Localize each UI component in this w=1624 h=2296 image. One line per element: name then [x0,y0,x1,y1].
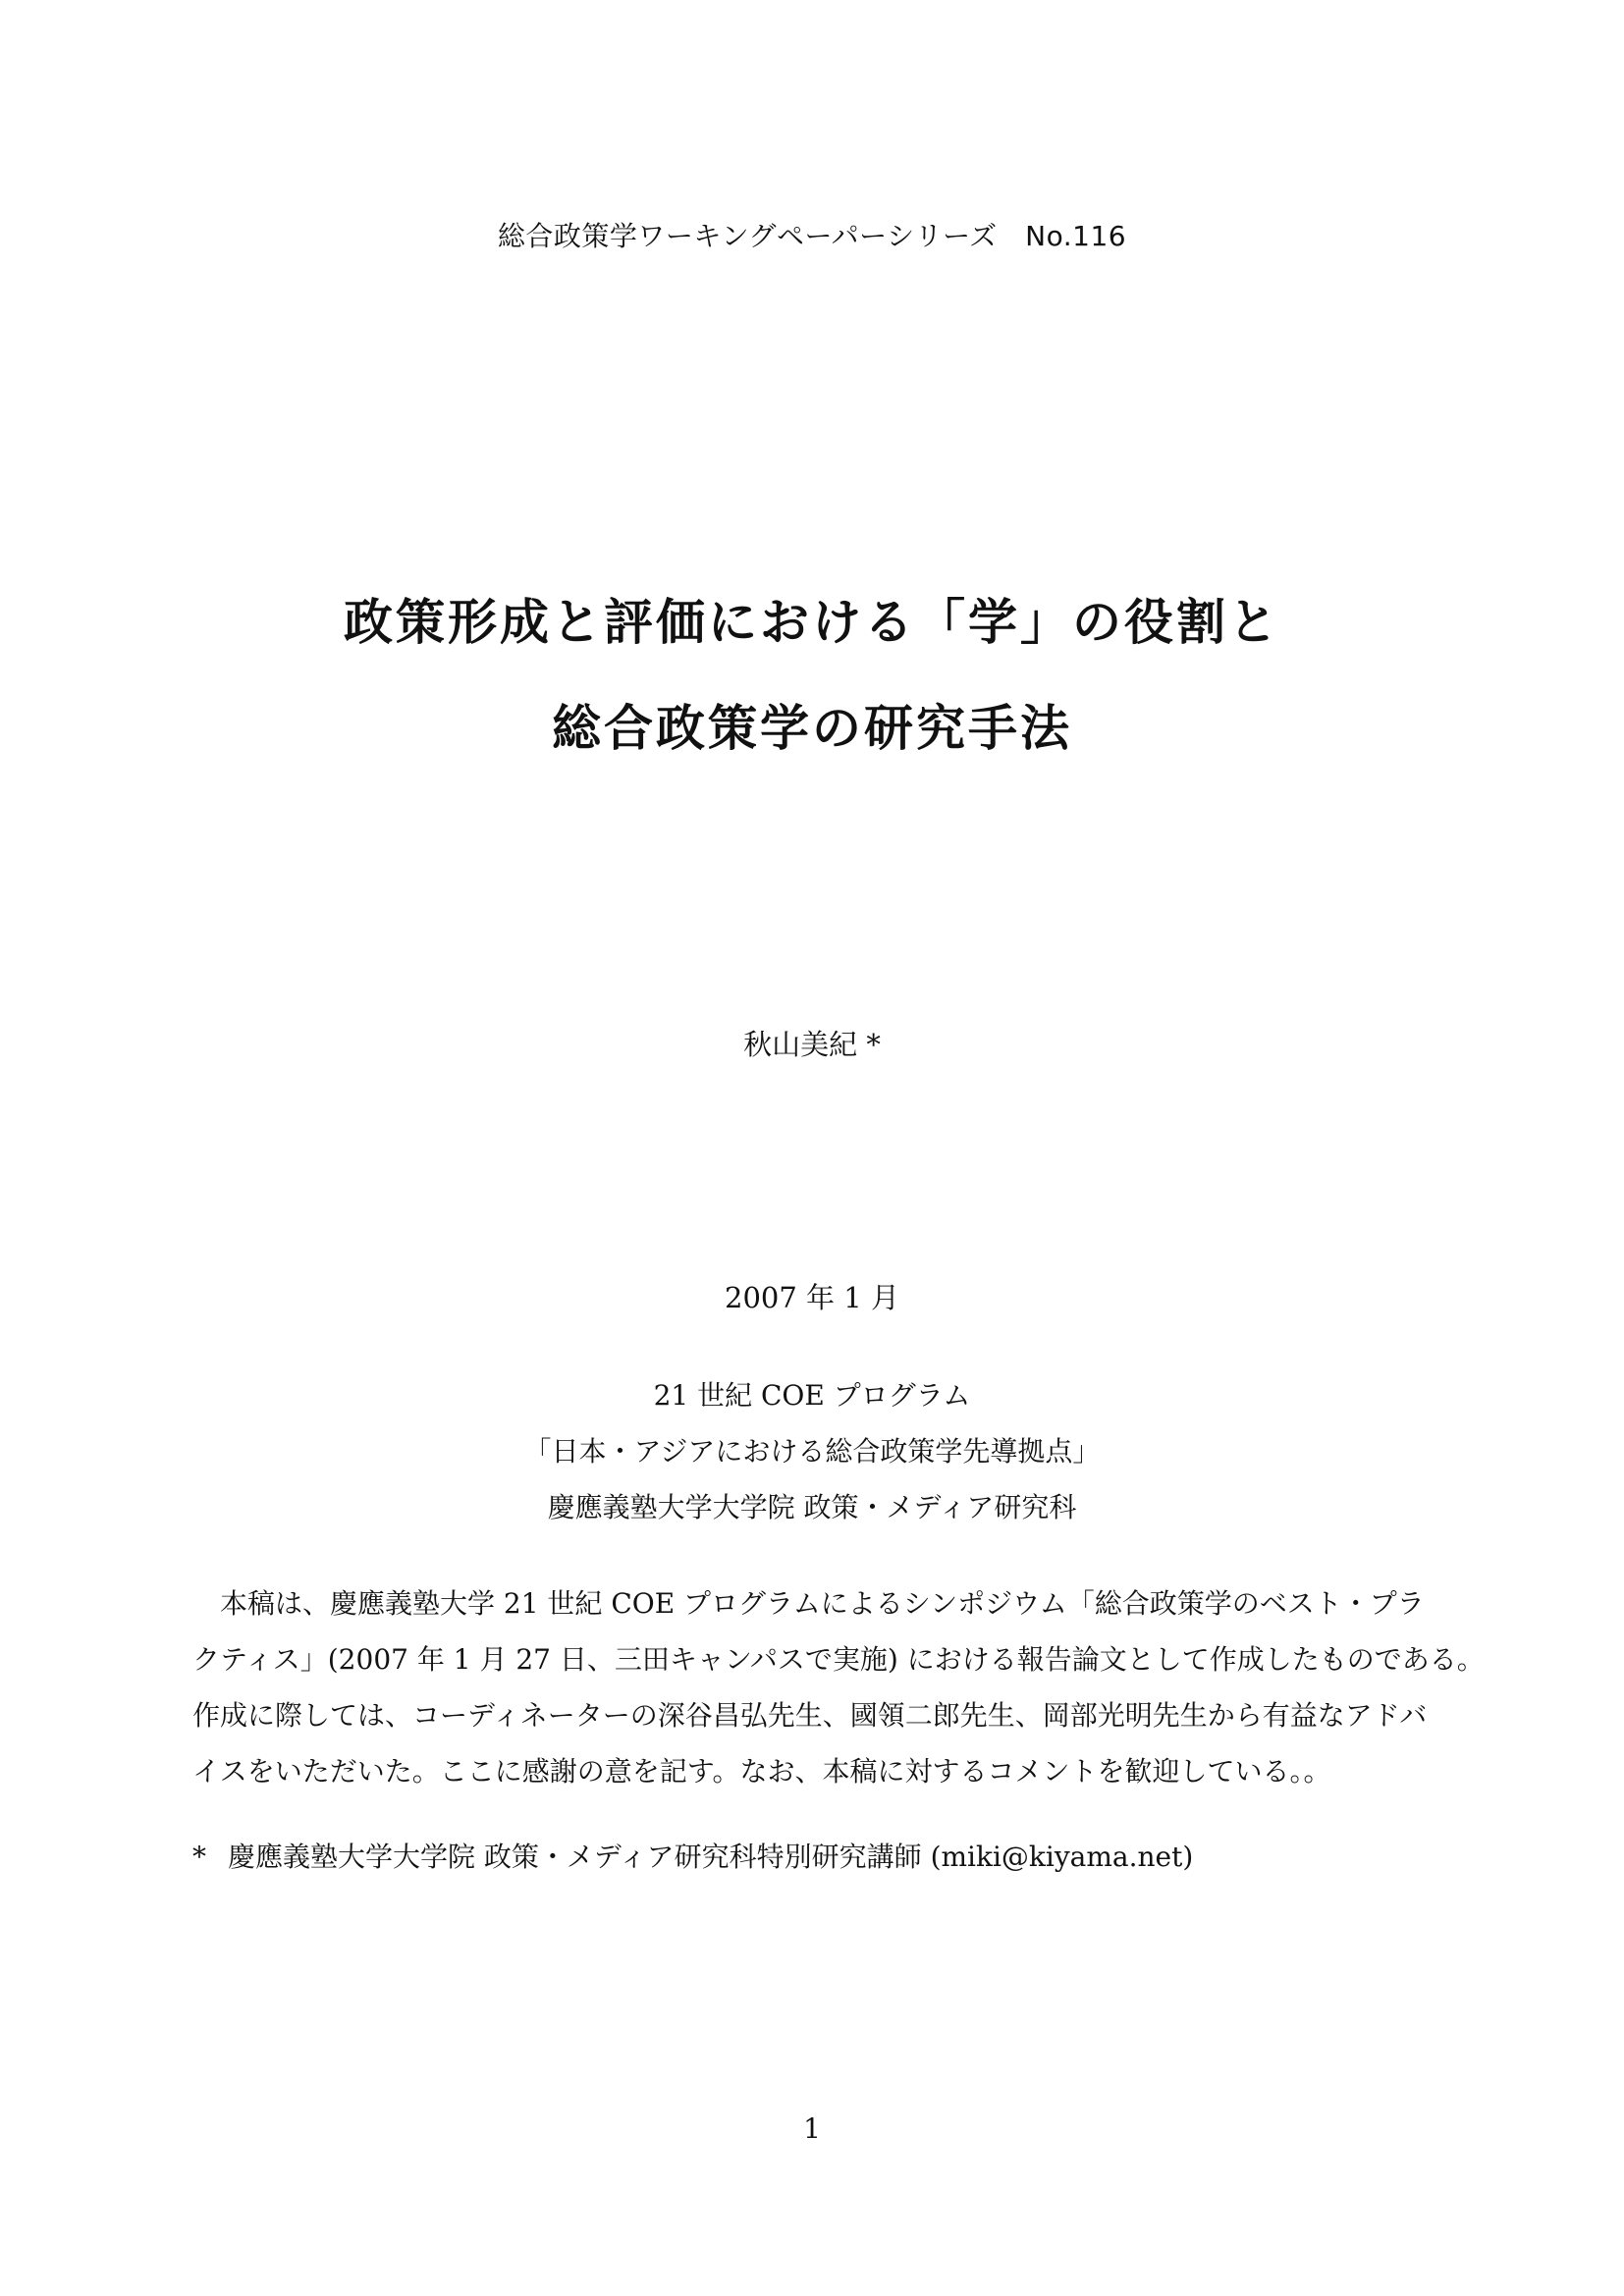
paper-title-line-1: 政策形成と評価における「学」の役割と [344,594,1280,651]
series-header: 総合政策学ワーキングペーパーシリーズ No.116 [497,220,1127,252]
paper-title-line-2: 総合政策学の研究手法 [552,700,1072,757]
author-name: 秋山美紀 * [743,1028,881,1061]
abstract-line: 本稿は、慶應義塾大学 21 世紀 COE プログラムによるシンポジウム「総合政策学のベスト・プラ [192,1587,1425,1620]
affiliation-program: 21 世紀 COE プログラム [653,1379,971,1412]
footnote-mark: * [192,1841,206,1873]
affiliation-project: 「日本・アジアにおける総合政策学先導拠点」 [523,1435,1101,1468]
publication-date: 2007 年 1 月 [725,1281,899,1314]
abstract-line: 作成に際しては、コーディネーターの深谷昌弘先生、國領二郎先生、岡部光明先生から有益なアドバ [192,1699,1428,1732]
abstract-line: クティス」(2007 年 1 月 27 日、三田キャンパスで実施) における報告論文として作成したものである。 [192,1643,1485,1676]
abstract-paragraph [192,1575,1485,1799]
page-number: 1 [803,2112,821,2145]
affiliation-graduate-school: 慶應義塾大学大学院 政策・メディア研究科 [547,1491,1077,1523]
footnote-text: 慶應義塾大学大学院 政策・メディア研究科特別研究講師 (miki@kiyama.net) [228,1841,1194,1873]
abstract-line: イスをいただいた。ここに感謝の意を記す。なお、本稿に対するコメントを歓迎している。。 [192,1755,1331,1788]
footnote [192,1836,1193,1875]
